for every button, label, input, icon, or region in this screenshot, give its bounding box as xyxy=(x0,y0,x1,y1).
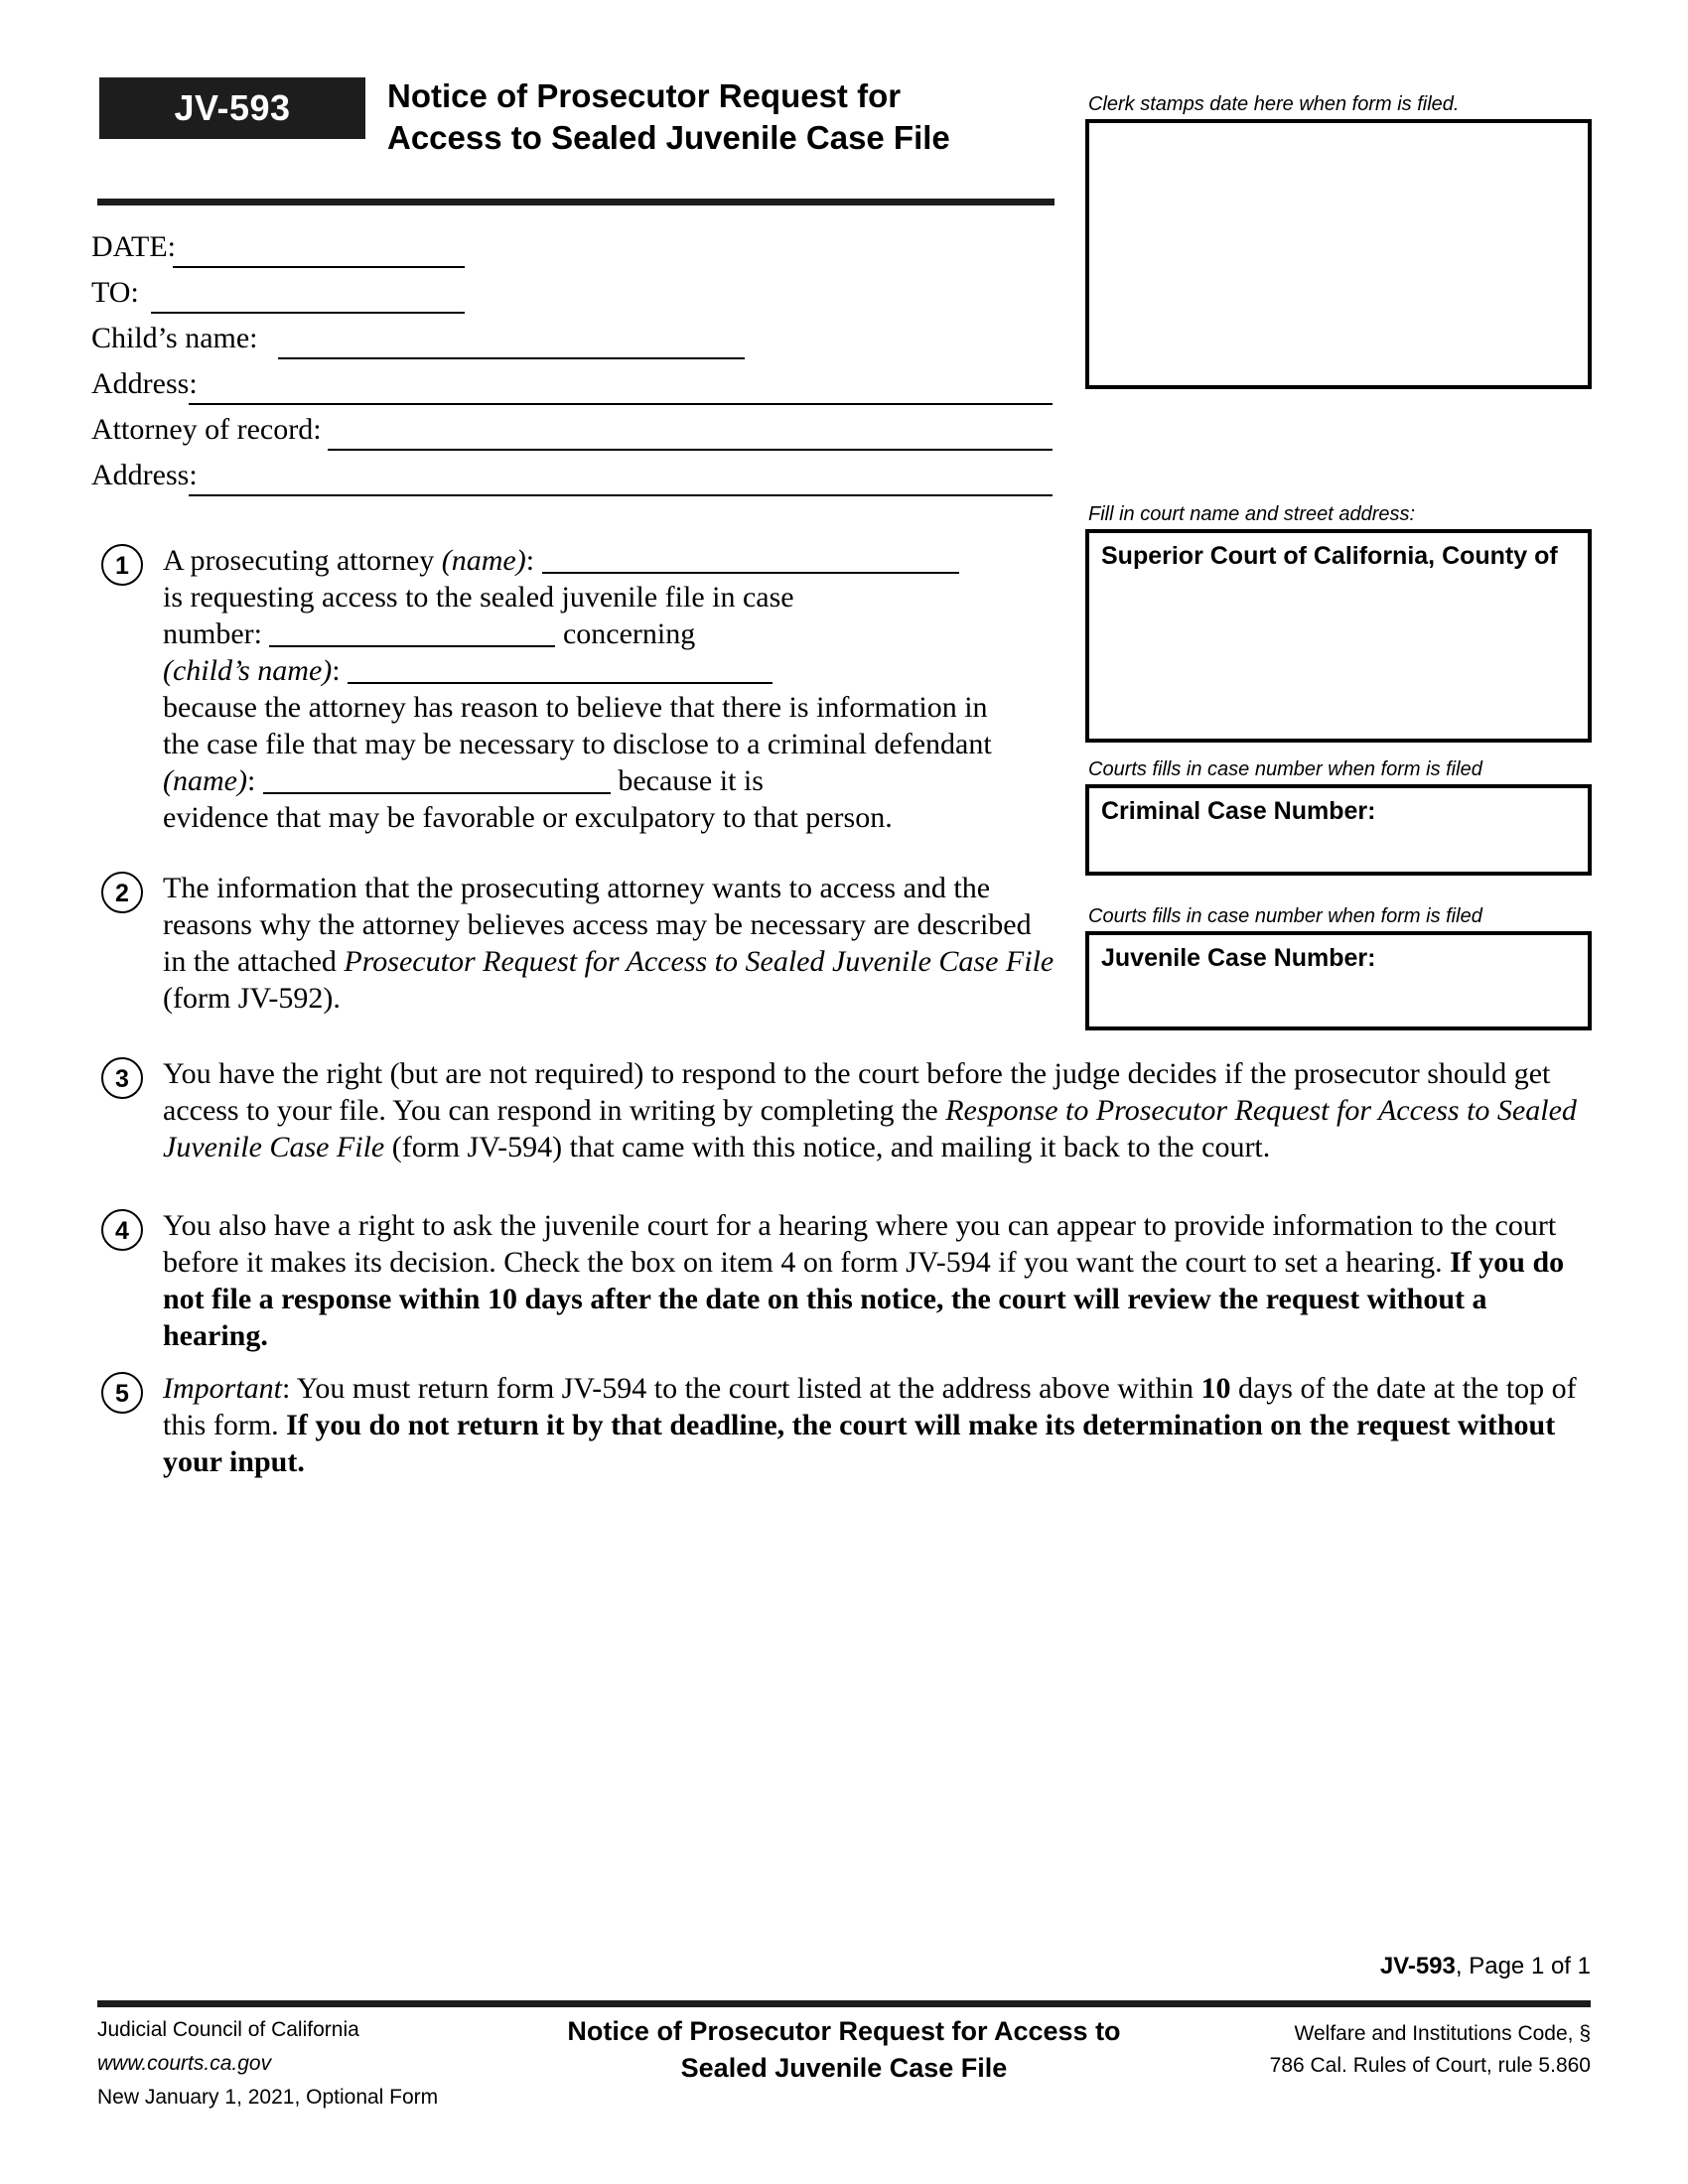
clerk-stamp-caption: Clerk stamps date here when form is filed. xyxy=(1088,93,1460,115)
item-1-t1: A prosecuting attorney xyxy=(163,544,442,577)
juvenile-case-box[interactable] xyxy=(1085,931,1592,1030)
item-1-t4-italic: (child’s name) xyxy=(163,654,333,687)
header-divider xyxy=(97,199,1055,205)
footer-code-line-1: Welfare and Institutions Code, § xyxy=(1294,2022,1591,2045)
address-1-input-line[interactable] xyxy=(189,403,1053,405)
footer-title-line-1: Notice of Prosecutor Request for Access to xyxy=(567,2016,1121,2046)
item-1-line-8: evidence that may be favorable or exculpatory to that person. xyxy=(163,801,893,834)
item-1-child-name-line[interactable] xyxy=(348,656,773,684)
field-row-address-2 xyxy=(91,459,1064,504)
item-5-important-italic: Important xyxy=(163,1372,282,1405)
date-input-line[interactable] xyxy=(173,266,465,268)
item-1-number: 1 xyxy=(101,544,143,586)
item-4-part-a: You also have a right to ask the juvenile court for a hearing where you can appear to provide information to the court before it makes its decision. Check the box on item 4 on form JV-594 if you want the court to set a hearing. xyxy=(163,1209,1557,1279)
criminal-case-block xyxy=(1085,756,1592,876)
item-1-t4-colon: : xyxy=(332,654,341,687)
juvenile-case-caption: Courts fills in case number when form is filed xyxy=(1088,905,1482,927)
item-1-attorney-name-line[interactable] xyxy=(542,546,959,574)
footer-revision: New January 1, 2021, Optional Form xyxy=(97,2086,439,2109)
item-1-t1-italic: (name) xyxy=(441,544,526,577)
criminal-case-caption: Courts fills in case number when form is filed xyxy=(1088,758,1482,780)
footer-page-indicator xyxy=(1380,1953,1591,1980)
court-name-block xyxy=(1085,501,1592,743)
item-2-number: 2 xyxy=(101,872,143,913)
item-1-line-5: because the attorney has reason to believe that there is information in xyxy=(163,691,988,724)
address-1-label: Address: xyxy=(91,367,198,400)
form-header xyxy=(99,77,1053,156)
juvenile-case-block xyxy=(1085,903,1592,1030)
footer-right-block xyxy=(1270,2018,1591,2082)
item-3-part-a: You have the right (but are not required) to respond to the court before the judge decides if the prosecutor should get access to your file. You can respond in writing by completing the xyxy=(163,1057,1551,1127)
footer-council: Judicial Council of California xyxy=(97,2018,359,2041)
field-row-child-name xyxy=(91,322,1064,367)
to-label: TO: xyxy=(91,276,139,309)
item-3-text xyxy=(163,1055,1591,1165)
child-name-input-line[interactable] xyxy=(278,357,745,359)
item-2-text xyxy=(163,870,1055,1017)
item-1-line-1 xyxy=(163,542,992,579)
item-1-line-4 xyxy=(163,652,992,689)
to-input-line[interactable] xyxy=(151,312,465,314)
date-label: DATE: xyxy=(91,230,176,263)
form-number-badge: JV-593 xyxy=(99,77,365,139)
field-row-attorney-of-record xyxy=(91,413,1064,459)
criminal-case-label: Criminal Case Number: xyxy=(1101,797,1376,825)
court-name-text: Superior Court of California, County of xyxy=(1101,542,1558,570)
field-row-to xyxy=(91,276,1064,322)
item-3-number: 3 xyxy=(101,1057,143,1099)
field-row-date xyxy=(91,230,1064,276)
item-1-t3b: concerning xyxy=(562,617,696,650)
form-title-line-2: Access to Sealed Juvenile Case File xyxy=(387,119,950,156)
footer-title-line-2: Sealed Juvenile Case File xyxy=(680,2053,1008,2083)
item-1-defendant-name-line[interactable] xyxy=(263,766,611,794)
item-1-line-6: the case file that may be necessary to disclose to a criminal defendant xyxy=(163,728,992,760)
item-1-text xyxy=(163,542,992,836)
item-1-t3: number: xyxy=(163,617,262,650)
item-5-part-b: : You must return form JV-594 to the court listed at the address above within xyxy=(282,1372,1201,1405)
footer-website[interactable]: www.courts.ca.gov xyxy=(97,2052,272,2075)
item-4-number: 4 xyxy=(101,1209,143,1251)
item-1-line-3 xyxy=(163,615,992,652)
footer-code-line-2: 786 Cal. Rules of Court, rule 5.860 xyxy=(1269,2054,1591,2077)
footer-form-number: JV-593 xyxy=(1379,1953,1456,1979)
court-name-box[interactable] xyxy=(1085,529,1592,743)
item-5-number: 5 xyxy=(101,1372,143,1414)
attorney-of-record-label: Attorney of record: xyxy=(91,413,322,446)
item-5-text xyxy=(163,1370,1591,1480)
juvenile-case-label: Juvenile Case Number: xyxy=(1101,944,1376,972)
item-4-part-b-bold: If you do not file a response within 10 days after the date on this notice, the court will review the request without a hearing. xyxy=(163,1246,1565,1352)
item-1-line-2: is requesting access to the sealed juvenile file in case xyxy=(163,581,794,614)
court-name-caption: Fill in court name and street address: xyxy=(1088,503,1416,525)
item-2-part-a: The information that the prosecuting attorney wants to access and the reasons why the attorney believes access may be necessary are described in the attached xyxy=(163,872,1032,978)
item-2-form-title-italic: Prosecutor Request for Access to Sealed Juvenile Case File xyxy=(344,945,1055,978)
item-4-text xyxy=(163,1207,1591,1354)
clerk-stamp-block xyxy=(1085,91,1592,389)
child-name-label: Child’s name: xyxy=(91,322,258,354)
address-2-label: Address: xyxy=(91,459,198,491)
attorney-of-record-input-line[interactable] xyxy=(328,449,1053,451)
footer-page-suffix: , Page 1 of 1 xyxy=(1455,1953,1591,1979)
item-5-part-e-bold: If you do not return it by that deadline, the court will make its determination on the request without your input. xyxy=(163,1409,1556,1478)
item-3-form-title-italic: Response to Prosecutor Request for Access to Sealed Juvenile Case File xyxy=(163,1094,1577,1163)
item-1-t7-colon: : xyxy=(246,764,256,797)
recipient-fields xyxy=(91,230,1064,504)
item-2-part-c: (form JV-592). xyxy=(163,982,341,1015)
field-row-address-1 xyxy=(91,367,1064,413)
footer-divider xyxy=(97,2000,1591,2007)
item-1-t7c: because it is xyxy=(618,764,764,797)
address-2-input-line[interactable] xyxy=(189,494,1053,496)
form-title xyxy=(387,75,1072,159)
item-1-line-7 xyxy=(163,762,992,799)
item-1-t1-colon: : xyxy=(525,544,535,577)
item-5-part-d: days of the date at the top of this form. xyxy=(163,1372,1577,1441)
clerk-stamp-box[interactable] xyxy=(1085,119,1592,389)
form-title-line-1: Notice of Prosecutor Request for xyxy=(387,77,902,114)
item-1-t7-italic: (name) xyxy=(163,764,247,797)
item-5-days-bold: 10 xyxy=(1200,1372,1231,1405)
item-3-part-c: (form JV-594) that came with this notice, and mailing it back to the court. xyxy=(384,1131,1271,1163)
criminal-case-box[interactable] xyxy=(1085,784,1592,876)
item-1-case-number-line[interactable] xyxy=(269,619,555,647)
